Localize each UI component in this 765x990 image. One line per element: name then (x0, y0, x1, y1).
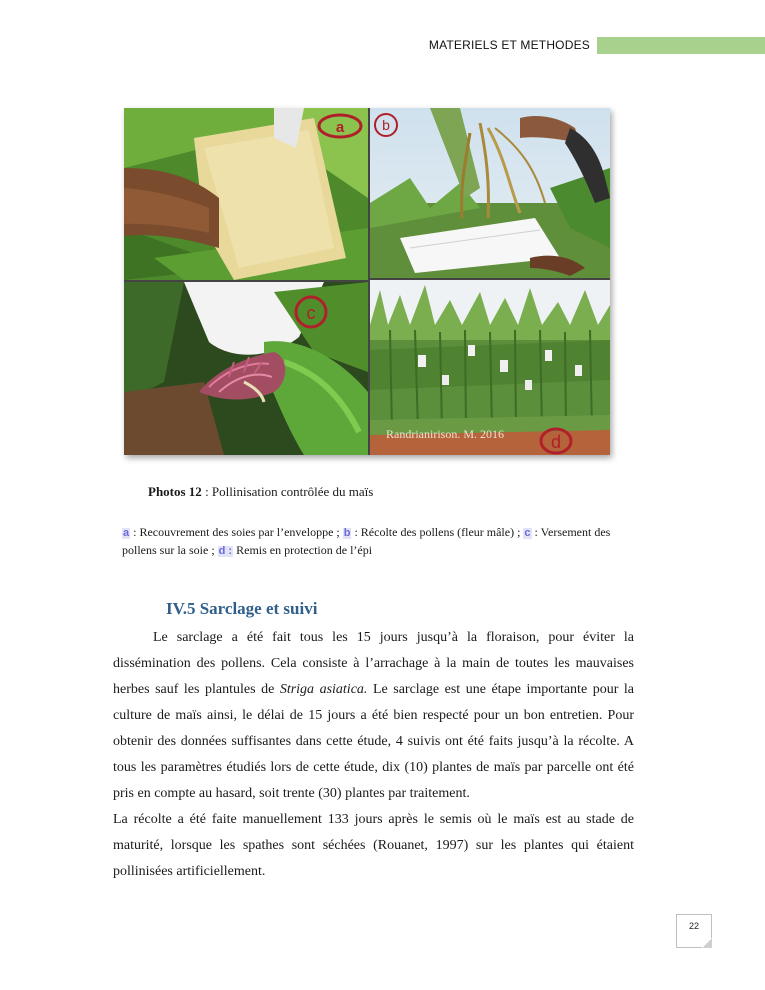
photo-credit: Randrianirison. M. 2016 (386, 427, 504, 441)
legend-key-b: b (343, 527, 351, 539)
figure-caption (148, 484, 373, 500)
section-title: IV.5 Sarclage et suivi (166, 599, 318, 618)
label-b: b (382, 117, 390, 133)
legend-text-a: : Recouvrement des soies par l’enveloppe ; (130, 525, 343, 539)
page-number: 22 (688, 921, 699, 931)
paragraph-sarclage (113, 625, 634, 807)
species-name: Striga asiatica. (279, 682, 368, 697)
photo-a-envelope (124, 108, 368, 280)
photo-b-pollen-collection (370, 108, 610, 278)
section-header: MATERIELS ET METHODES (428, 38, 590, 52)
page-number-box (676, 914, 712, 948)
paragraph-1-end: Le sarclage est une étape importante pour la culture de maïs ainsi, le délai de 15 jours a été bien respecté pour un bon entretien. Pour obtenir des données suffisantes dans cette étude, 4 suivis ont été faits jusqu’à la récolte. A tous les paramètres étudiés lors de cette étude, dix (10) plantes de maïs par parcelle ont été pris en compte au hasard, soit trente (30) plantes par traitement. (113, 682, 634, 801)
legend-key-c: c (524, 527, 531, 539)
photo-c-pollen-on-silk (124, 282, 368, 455)
caption-label: Photos 12 (148, 484, 202, 499)
label-a: a (335, 119, 345, 136)
page-fold-corner (702, 938, 712, 948)
paragraph-1-start: Le sarclage a été fait tous les 15 jours jusqu’à la floraison, pour éviter la dissémination des pollens. Cela consiste à l’arrachage à la main de toutes les mauvaises herbes sauf les plantules de (113, 630, 634, 697)
figure-legend (122, 523, 642, 559)
legend-key-a: a (123, 527, 130, 539)
legend-text-d: Remis en protection de l’épi (233, 543, 373, 557)
label-c: c (306, 303, 316, 323)
paragraph-recolte: La récolte a été faite manuellement 133 jours après le semis où le maïs est au stade de maturité, lorsque les spathes sont séchées (Rouanet, 1997) sur les plantes qui étaient pollinisées artificiellement. (113, 812, 634, 879)
photo-figure (124, 108, 610, 455)
legend-key-d: d : (218, 545, 233, 557)
body-text (113, 625, 634, 885)
header-accent-bar (597, 37, 765, 54)
photo-d-protected-ears (370, 280, 610, 455)
legend-text-b: : Récolte des pollens (fleur mâle) ; (351, 525, 524, 539)
caption-text: : Pollinisation contrôlée du maïs (201, 484, 374, 499)
legend-text-c: : Versement des pollens sur la soie ; (122, 525, 611, 557)
label-d: d (550, 432, 562, 452)
